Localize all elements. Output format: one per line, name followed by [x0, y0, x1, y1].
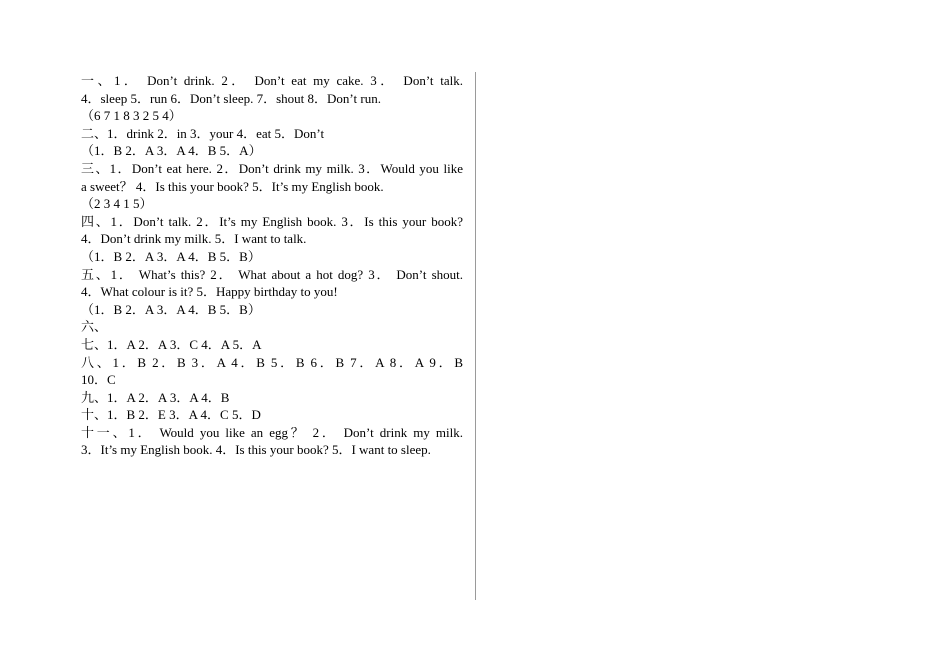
- answer-key: [81, 72, 463, 459]
- answer-line-21: 十一、1． Would you like an egg？ 2． Don’t drink my milk.: [81, 424, 463, 440]
- column-divider: [475, 72, 476, 600]
- answer-line-1: 一、1． Don’t drink. 2． Don’t eat my cake. 3． Don’t talk.: [81, 73, 463, 88]
- answer-line-12: 五、1． What’s this? 2． What about a hot dog? 3． Don’t shout.: [81, 266, 463, 282]
- answer-line-9: 四、1．Don’t talk. 2．It’s my English book. 3．Is this your book?: [81, 213, 463, 229]
- answer-line-19: 九、1．A 2．A 3．A 4．B: [81, 389, 230, 405]
- answer-line-11: （1．B 2．A 3．A 4．B 5．B）: [81, 248, 261, 264]
- answer-line-16: 七、1．A 2．A 3．C 4．A 5．A: [81, 336, 262, 352]
- answer-line-7: a sweet？ 4．Is this your book? 5．It’s my English book.: [81, 178, 384, 194]
- answer-line-4: 二、1．drink 2．in 3．your 4．eat 5．Don’t: [81, 125, 325, 141]
- answer-line-15: 六、: [81, 319, 108, 335]
- answer-line-20: 十、1．B 2．E 3．A 4．C 5．D: [81, 407, 261, 423]
- answer-line-14: （1．B 2．A 3．A 4．B 5．B）: [81, 301, 261, 317]
- answer-line-18: 10．C: [81, 372, 116, 388]
- answer-line-17: 八、1．B 2．B 3．A 4．B 5．B 6．B 7．A 8．A 9．B: [81, 354, 463, 370]
- answer-line-22: 3．It’s my English book. 4．Is this your book? 5．I want to sleep.: [81, 442, 431, 458]
- answer-line-8: （2 3 4 1 5）: [81, 196, 153, 212]
- answer-line-2: 4．sleep 5．run 6．Don’t sleep. 7．shout 8．Don’t run.: [81, 90, 381, 106]
- answer-line-6: 三、1．Don’t eat here. 2．Don’t drink my milk. 3．Would you like: [81, 160, 463, 176]
- answer-line-5: （1．B 2．A 3．A 4．B 5．A）: [81, 143, 262, 159]
- answer-line-3: （6 7 1 8 3 2 5 4）: [81, 108, 182, 124]
- answer-line-10: 4．Don’t drink my milk. 5．I want to talk.: [81, 231, 307, 247]
- answer-line-13: 4．What colour is it? 5．Happy birthday to you!: [81, 284, 338, 300]
